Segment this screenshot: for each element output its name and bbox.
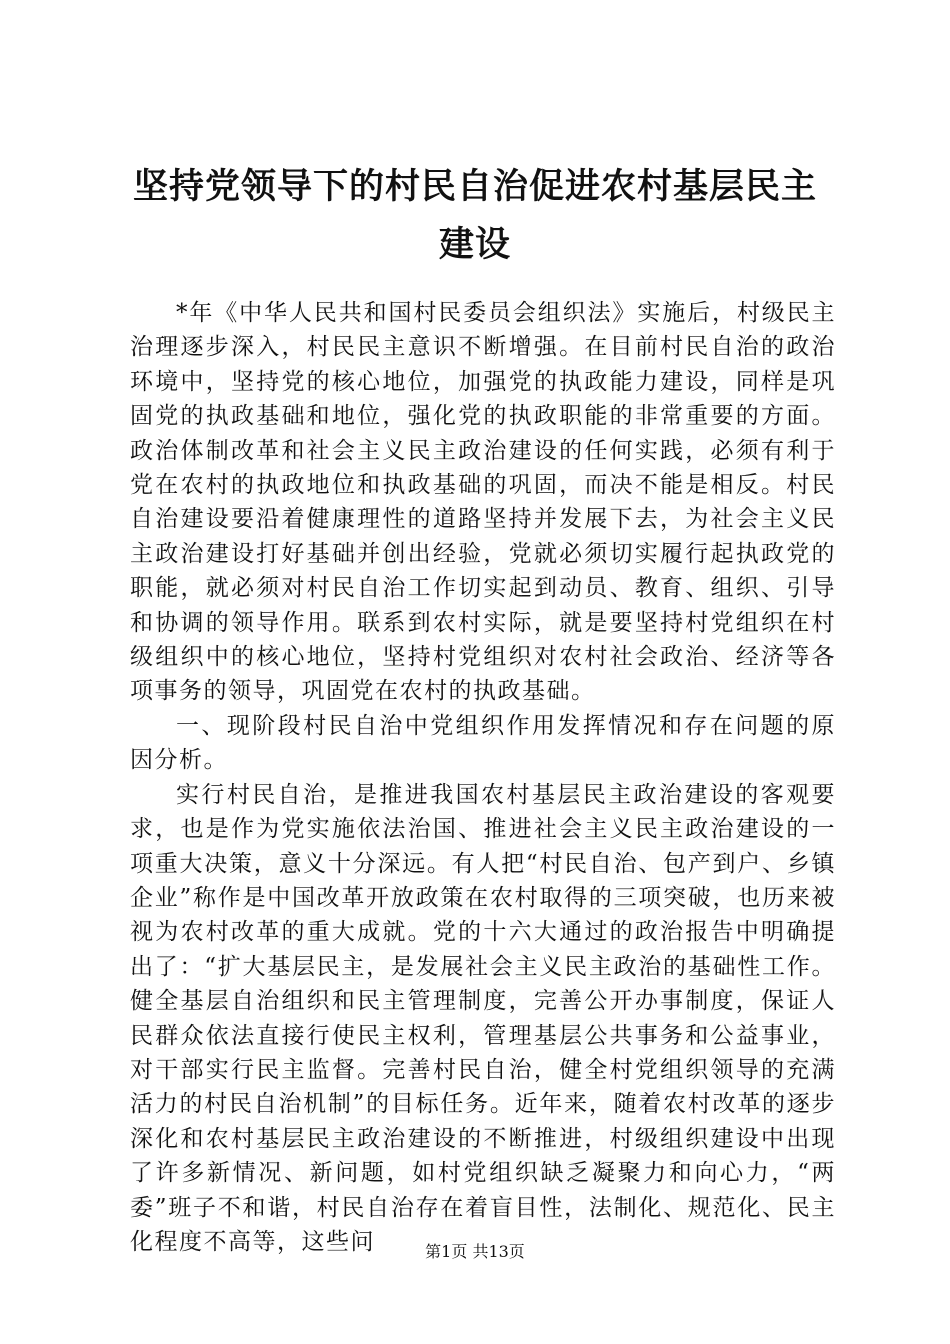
paragraph-intro: *年《中华人民共和国村民委员会组织法》实施后，村级民主治理逐步深入，村民民主意识不断增强。在目前村民自治的政治环境中，坚持党的核心地位，加强党的执政能力建设，同样是巩固党的执政基础和地位，强化党的执政职能的非常重要的方面。政治体制改革和社会主义民主政治建设的任何实践，必须有利于党在农村的执政地位和执政基础的巩固，而决不能是相反。村民自治建设要沿着健康理性的道路坚持并发展下去，为社会主义民主政治建设打好基础并创出经验，党就必须切实履行起执政党的职能，就必须对村民自治工作切实起到动员、教育、组织、引导和协调的领导作用。联系到农村实际，就是要坚持村党组织在村级组织中的核心地位，坚持村党组织对农村社会政治、经济等各项事务的领导，巩固党在农村的执政基础。 [130,300,836,705]
page-footer: 第1页 共13页 [425,1242,525,1261]
paragraph-analysis: 实行村民自治，是推进我国农村基层民主政治建设的客观要求，也是作为党实施依法治国、推进社会主义民主政治建设的一项重大决策，意义十分深远。有人把“村民自治、包产到户、乡镇企业”称作是中国改革开放政策在农村取得的三项突破，也历来被视为农村改革的重大成就。党的十六大通过的政治报告中明确提出了：“扩大基层民主，是发展社会主义民主政治的基础性工作。健全基层自治组织和民主管理制度，完善公开办事制度，保证人民群众依法直接行使民主权利，管理基层公共事务和公益事业，对干部实行民主监督。完善村民自治，健全村党组织领导的充满活力的村民自治机制”的目标任务。近年来，随着农村改革的逐步深化和农村基层民主政治建设的不断推进，村级组织建设中出现了许多新情况、新问题，如村党组织缺乏凝聚力和向心力，“两委”班子不和谐，村民自治存在着盲目性，法制化、规范化、民主化程度不高等，这些问 [130,781,836,1255]
paragraph-section-heading: 一、现阶段村民自治中党组织作用发挥情况和存在问题的原因分析。 [130,712,836,774]
document-title: 坚持党领导下的村民自治促进农村基层民主建设 [132,166,817,265]
document-body [130,296,836,1259]
